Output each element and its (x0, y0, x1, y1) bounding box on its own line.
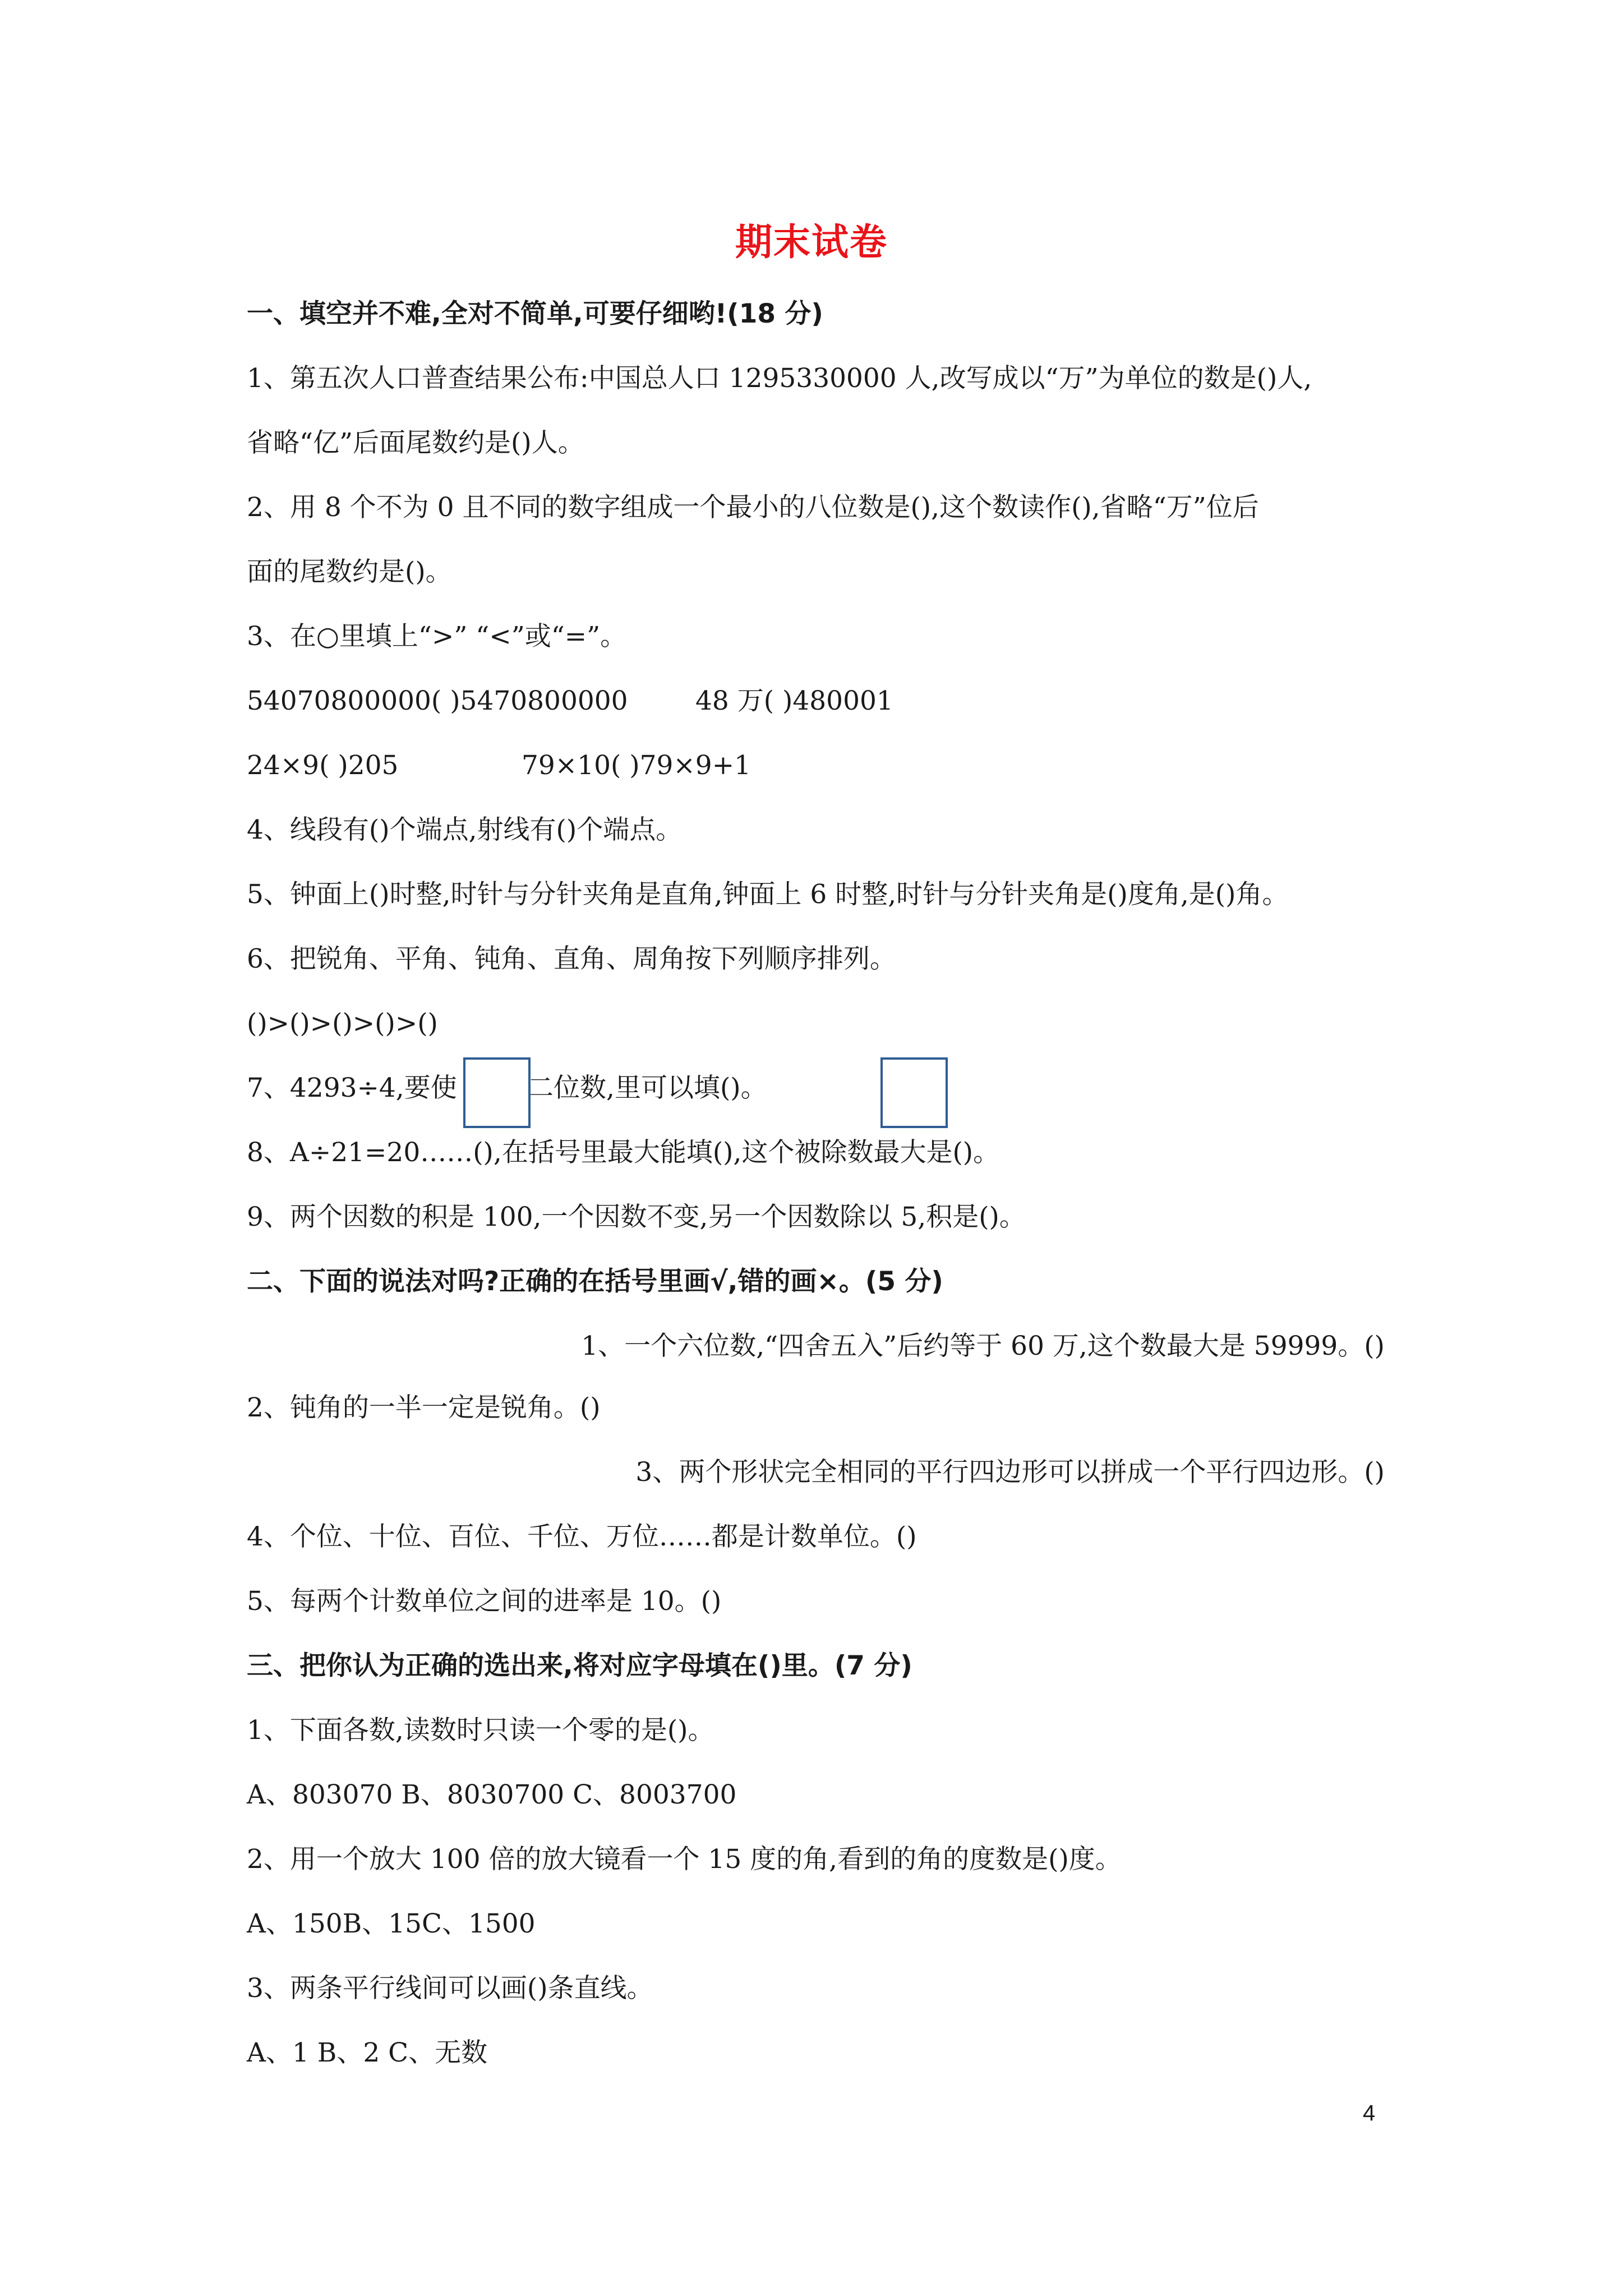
question-4: 4、线段有()个端点,射线有()个端点。 (247, 815, 683, 845)
question-6: 6、把锐角、平角、钝角、直角、周角按下列顺序排列。 (247, 944, 896, 974)
page-number: 4 (1363, 2101, 1376, 2125)
choice-2-options: A、150B、15C、1500 (247, 1908, 536, 1939)
question-3-line-1: 3、在○里填上“>” “<”或“=”。 (247, 621, 627, 652)
choice-2: 2、用一个放大 100 倍的放大镜看一个 15 度的角,看到的角的度数是()度。 (247, 1844, 1122, 1875)
question-1-line-2: 省略“亿”后面尾数约是()人。 (247, 427, 584, 458)
question-2-line-1: 2、用 8 个不为 0 且不同的数字组成一个最小的八位数是(),这个数读作(),省略“万”位后 (247, 492, 1259, 523)
question-7-part-2: 二位数,里可以填()。 (527, 1073, 767, 1103)
section-1-heading: 一、填空并不难,全对不简单,可要仔细哟!(18 分) (247, 298, 823, 329)
question-2-line-2: 面的尾数约是()。 (247, 556, 452, 587)
question-3-compare-d: 79×10( )79×9+1 (522, 750, 751, 781)
choice-1: 1、下面各数,读数时只读一个零的是()。 (247, 1715, 714, 1746)
question-7-part-1: 7、4293÷4,要使 (247, 1073, 457, 1103)
answer-box-2[interactable] (880, 1057, 948, 1128)
page-title: 期末试卷 (735, 220, 888, 264)
question-5: 5、钟面上()时整,时针与分针夹角是直角,钟面上 6 时整,时针与分针夹角是()度角,是()角。 (247, 879, 1289, 910)
choice-1-options: A、803070 B、8030700 C、8003700 (247, 1779, 737, 1810)
section-3-heading: 三、把你认为正确的选出来,将对应字母填在()里。(7 分) (247, 1650, 912, 1681)
answer-box-1[interactable] (463, 1057, 531, 1128)
question-3-compare-a: 54070800000( )5470800000 (247, 685, 628, 716)
question-6-order: ()>()>()>()>() (247, 1008, 438, 1039)
judge-5: 5、每两个计数单位之间的进率是 10。() (247, 1586, 722, 1617)
section-2-heading: 二、下面的说法对吗?正确的在括号里画√,错的画×。(5 分) (247, 1266, 943, 1297)
judge-4: 4、个位、十位、百位、千位、万位……都是计数单位。() (247, 1521, 917, 1552)
judge-1: 1、一个六位数,“四舍五入”后约等于 60 万,这个数最大是 59999。() (581, 1331, 1385, 1361)
choice-3: 3、两条平行线间可以画()条直线。 (247, 1973, 653, 2004)
question-3-compare-b: 48 万( )480001 (695, 685, 893, 716)
question-9: 9、两个因数的积是 100,一个因数不变,另一个因数除以 5,积是()。 (247, 1202, 1026, 1232)
judge-2: 2、钝角的一半一定是锐角。() (247, 1392, 601, 1423)
choice-3-options: A、1 B、2 C、无数 (247, 2037, 488, 2068)
question-8: 8、A÷21=20……(),在括号里最大能填(),这个被除数最大是()。 (247, 1137, 1000, 1168)
question-3-compare-c: 24×9( )205 (247, 750, 399, 781)
judge-3: 3、两个形状完全相同的平行四边形可以拼成一个平行四边形。() (635, 1457, 1385, 1488)
question-1-line-1: 1、第五次人口普查结果公布:中国总人口 1295330000 人,改写成以“万”为单位的数是()人, (247, 363, 1312, 394)
